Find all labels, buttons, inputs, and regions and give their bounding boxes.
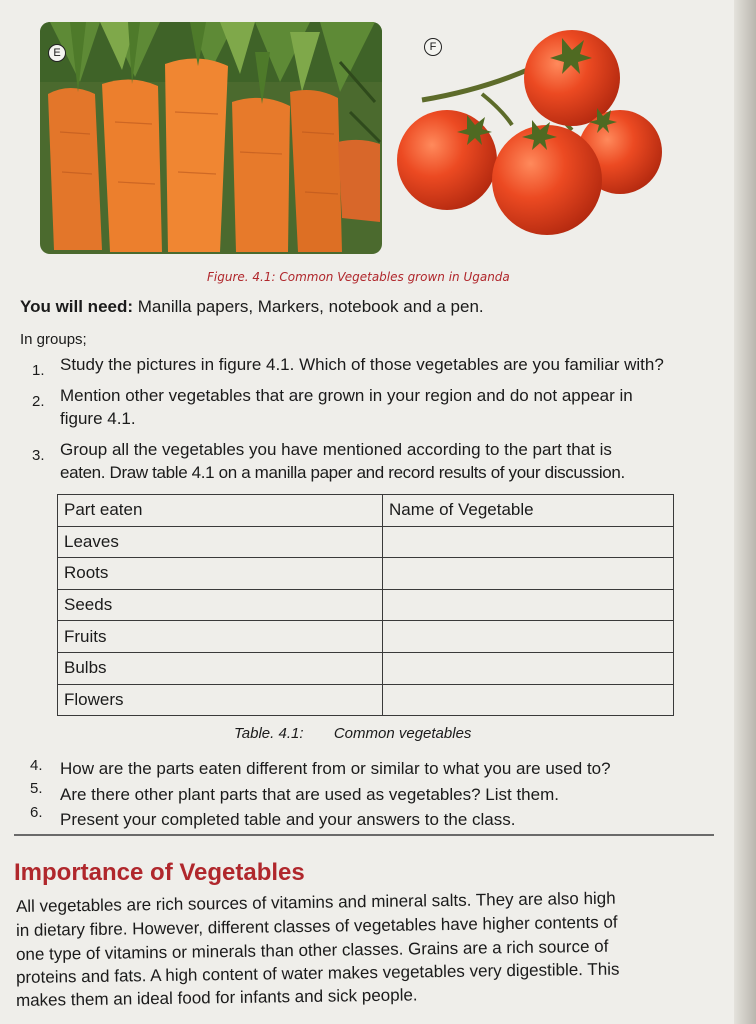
step-text: Study the pictures in figure 4.1. Which of those vegetables are you familiar with? — [60, 355, 664, 374]
step-text: Group all the vegetables you have mentioned according to the part that is — [60, 440, 612, 459]
table-caption-prefix: Table. 4.1: — [234, 725, 304, 742]
figure-caption-prefix: Figure. 4.1: — [207, 270, 276, 284]
you-will-need-label: You will need: — [20, 297, 134, 316]
table-row — [58, 526, 674, 558]
table-caption — [234, 725, 471, 742]
step-text-continued: eaten. Draw table 4.1 on a manilla paper and record results of your discussion. — [60, 463, 625, 482]
step-number: 5. — [30, 780, 43, 797]
paragraph-line: in dietary fibre. However, different classes of vegetables have higher contents of — [15, 912, 618, 940]
figure-label-f: F — [424, 38, 442, 56]
figure-caption — [207, 270, 510, 284]
step-text: Present your completed table and your answers to the class. — [60, 810, 516, 829]
table-header-vegetable-name: Name of Vegetable — [383, 495, 674, 527]
figure-caption-text: Common Vegetables grown in Uganda — [279, 270, 510, 284]
table-row — [58, 558, 674, 590]
table-row — [58, 652, 674, 684]
paragraph-line: All vegetables are rich sources of vitamins and mineral salts. They are also high — [15, 888, 616, 916]
you-will-need — [20, 297, 484, 317]
table-row — [58, 621, 674, 653]
page-edge — [734, 0, 756, 1024]
step-number: 2. — [32, 393, 45, 410]
tomato-photo — [392, 30, 672, 240]
table-cell-part: Seeds — [58, 589, 383, 621]
paragraph-line: proteins and fats. A high content of water makes vegetables very digestible. This — [15, 959, 620, 987]
table-cell-empty — [383, 621, 674, 653]
table-cell-empty — [383, 526, 674, 558]
step-text-continued: figure 4.1. — [60, 409, 136, 428]
table-caption-text: Common vegetables — [333, 725, 472, 742]
table-cell-part: Flowers — [58, 684, 383, 716]
table-cell-empty — [383, 558, 674, 590]
section-divider — [14, 834, 714, 836]
paragraph-line: one type of vitamins or minerals than other classes. Grains are a rich source of — [15, 936, 609, 964]
step-text: How are the parts eaten different from or similar to what you are used to? — [60, 759, 611, 778]
step-number: 3. — [32, 447, 45, 464]
carrot-photo — [40, 22, 382, 254]
table-cell-part: Fruits — [58, 621, 383, 653]
table-row — [58, 684, 674, 716]
step-text: Mention other vegetables that are grown in your region and do not appear in — [60, 386, 633, 405]
step-number: 1. — [32, 362, 45, 379]
step-text: Are there other plant parts that are used as vegetables? List them. — [60, 785, 559, 804]
table-cell-empty — [383, 652, 674, 684]
in-groups: In groups; — [20, 331, 87, 348]
paragraph-line: makes them an ideal food for infants and sick people. — [15, 985, 418, 1010]
table-cell-part: Roots — [58, 558, 383, 590]
step-number: 6. — [30, 804, 43, 821]
table-cell-part: Leaves — [58, 526, 383, 558]
table-cell-empty — [383, 589, 674, 621]
table-cell-part: Bulbs — [58, 652, 383, 684]
you-will-need-text: Manilla papers, Markers, notebook and a pen. — [137, 297, 484, 316]
table-cell-empty — [383, 684, 674, 716]
section-heading: Importance of Vegetables — [14, 859, 305, 886]
table-header-part-eaten: Part eaten — [58, 495, 383, 527]
figure-label-e: E — [48, 44, 66, 62]
table-row — [58, 589, 674, 621]
vegetable-table — [57, 494, 674, 716]
table-header-row — [58, 495, 674, 527]
step-number: 4. — [30, 757, 43, 774]
